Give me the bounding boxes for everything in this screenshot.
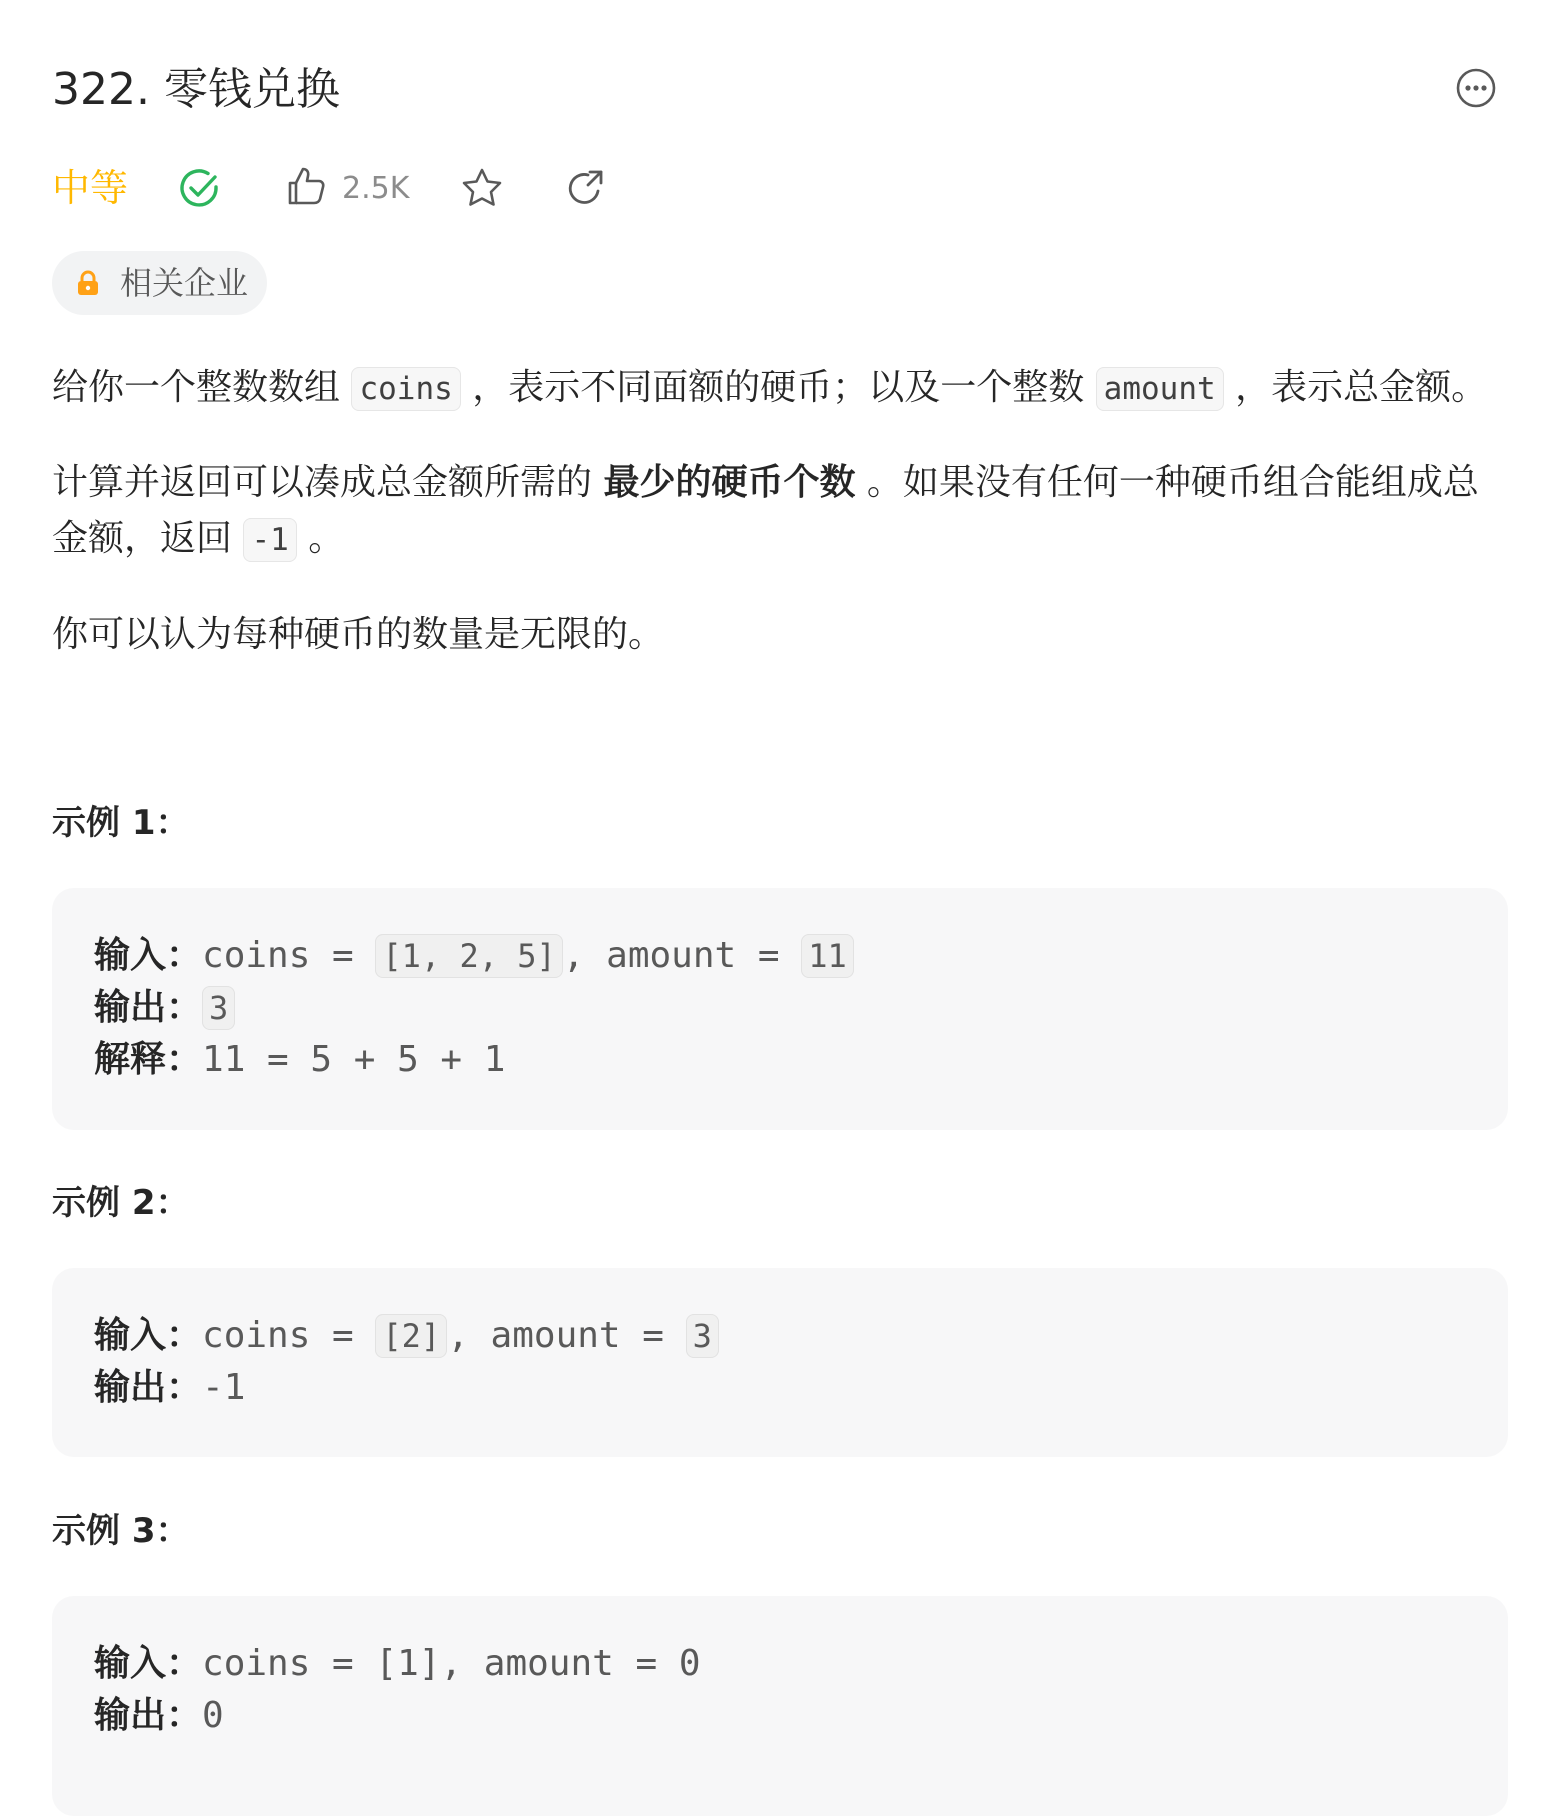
desc-text: 。如果没有任何一种硬币组合能组成总金额，返回 bbox=[52, 462, 1479, 559]
example-output-line bbox=[94, 1690, 224, 1742]
input-code: 11 bbox=[801, 934, 854, 978]
more-icon bbox=[1454, 66, 1498, 110]
related-companies-tag[interactable] bbox=[52, 251, 267, 315]
output-label: 输出： bbox=[94, 987, 203, 1028]
tag-label: 相关企业 bbox=[120, 264, 249, 302]
description-paragraph-3: 你可以认为每种硬币的数量是无限的。 bbox=[52, 614, 665, 655]
input-code: 3 bbox=[686, 1314, 719, 1358]
problem-title: 322. 零钱兑换 bbox=[52, 64, 340, 115]
example-3-title: 示例 3： bbox=[52, 1511, 190, 1551]
desc-text: ，表示不同面额的硬币；以及一个整数 bbox=[460, 367, 1096, 408]
example-output-line bbox=[94, 982, 235, 1034]
input-text: coins = [1], amount = 0 bbox=[202, 1643, 701, 1684]
input-text: , amount = bbox=[562, 935, 802, 976]
example-input-line bbox=[94, 1638, 701, 1690]
description-paragraph-1 bbox=[52, 360, 1512, 417]
desc-text: 。 bbox=[296, 518, 345, 559]
thumbs-up-icon bbox=[284, 164, 328, 208]
output-label: 输出： bbox=[94, 1695, 203, 1736]
desc-bold-text: 最少的硬币个数 bbox=[603, 462, 856, 503]
favorite-button[interactable] bbox=[460, 166, 504, 210]
output-text: -1 bbox=[202, 1367, 246, 1408]
input-text: , amount = bbox=[447, 1315, 686, 1356]
share-icon bbox=[564, 166, 608, 210]
example-input-line bbox=[94, 1310, 719, 1362]
output-text: 0 bbox=[202, 1695, 224, 1736]
input-code: [1, 2, 5] bbox=[375, 934, 562, 978]
inline-code-coins: coins bbox=[351, 367, 460, 411]
example-2-block bbox=[52, 1268, 1508, 1457]
example-input-line bbox=[94, 930, 854, 982]
more-options-button[interactable] bbox=[1454, 66, 1498, 110]
input-label: 输入： bbox=[94, 1315, 203, 1356]
solved-check-icon bbox=[178, 166, 222, 210]
explain-text: 11 = 5 + 5 + 1 bbox=[202, 1039, 506, 1080]
desc-text: 给你一个整数数组 bbox=[52, 367, 352, 408]
output-code: 3 bbox=[202, 986, 235, 1030]
inline-code-amount: amount bbox=[1096, 367, 1224, 411]
example-1-title: 示例 1： bbox=[52, 803, 190, 843]
output-label: 输出： bbox=[94, 1367, 203, 1408]
lock-icon bbox=[74, 269, 102, 297]
solved-status bbox=[178, 166, 222, 210]
input-code: [2] bbox=[375, 1314, 447, 1358]
input-label: 输入： bbox=[94, 1643, 203, 1684]
star-icon bbox=[460, 166, 504, 210]
input-label: 输入： bbox=[94, 935, 203, 976]
inline-code-minus-one: -1 bbox=[243, 518, 296, 562]
like-button[interactable] bbox=[284, 164, 328, 208]
example-output-line bbox=[94, 1362, 245, 1414]
example-3-block bbox=[52, 1596, 1508, 1816]
desc-text: ，表示总金额。 bbox=[1223, 367, 1488, 408]
explain-label: 解释： bbox=[94, 1039, 203, 1080]
example-2-title: 示例 2： bbox=[52, 1183, 190, 1223]
problem-meta-row bbox=[52, 158, 752, 218]
description-paragraph-2 bbox=[52, 455, 1512, 568]
input-text: coins = bbox=[202, 935, 376, 976]
example-1-block bbox=[52, 888, 1508, 1130]
example-explain-line bbox=[94, 1034, 505, 1086]
input-text: coins = bbox=[202, 1315, 376, 1356]
share-button[interactable] bbox=[564, 166, 608, 210]
like-count: 2.5K bbox=[342, 171, 410, 206]
desc-text: 计算并返回可以凑成总金额所需的 bbox=[52, 462, 604, 503]
difficulty-badge: 中等 bbox=[52, 166, 129, 210]
